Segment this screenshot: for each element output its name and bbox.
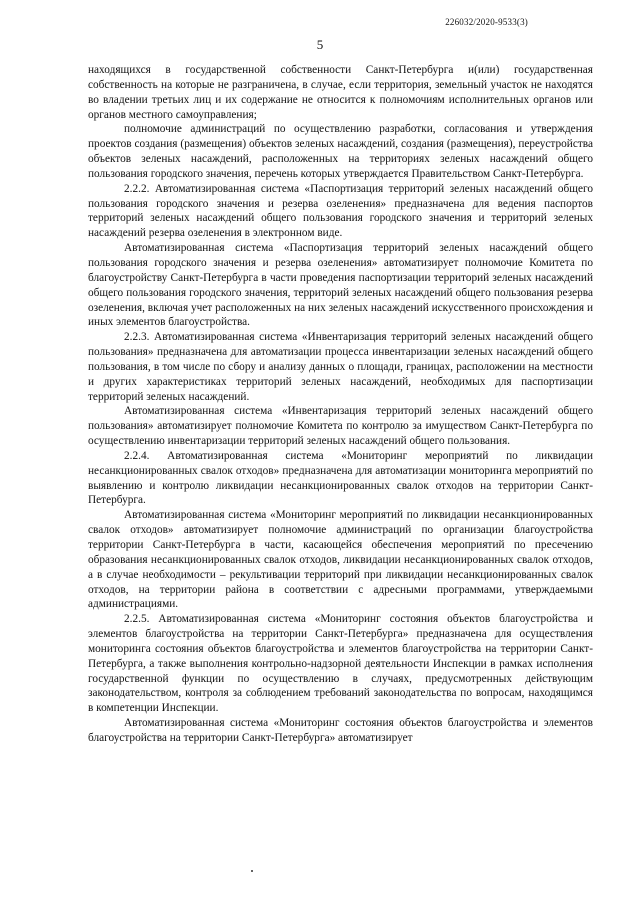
- body-text: [88, 63, 593, 746]
- page-number: 5: [316, 37, 324, 52]
- paragraph: Автоматизированная система «Инвентаризация территорий зеленых насаждений общего пользования» автоматизирует полномочие Комитета по контролю за имуществом Санкт-Петербурга по осуществлению инвентаризации территорий зеленых насаждений общего пользования.: [88, 405, 593, 448]
- paragraph: 2.2.5. Автоматизированная система «Мониторинг состояния объектов благоустройства и элементов благоустройства на территории Санкт-Петербурга» предназначена для осуществления мониторинга состояния объектов благоустройства и элементов благоустройства на территории Санкт-Петербурга, а также выполнения контрольно-надзорной деятельности Инспекции в рамках исполнения государственной функции по осуществлению в случаях, предусмотренных действующим законодательством, контроля за соблюдением требований законодательства по вопросам, находящимся в компетенции Инспекции.: [88, 613, 593, 715]
- scan-speck: [251, 870, 253, 872]
- document-number: 226032/2020-9533(3): [445, 17, 528, 27]
- paragraph: 2.2.3. Автоматизированная система «Инвентаризация территорий зеленых насаждений общего пользования» предназначена для автоматизации процесса инвентаризации зеленых насаждений общего пользования, в том числе по сбору и анализу данных о площади, границах, расположении на местности и других характеристиках территорий зеленых насаждений, необходимых для паспортизации территорий зеленых насаждений.: [88, 331, 593, 403]
- paragraph: Автоматизированная система «Мониторинг мероприятий по ликвидации несанкционированных свалок отходов» автоматизирует полномочие администраций по организации благоустройства территории Санкт-Петербурга в части, касающейся обеспечения мероприятий по пресечению образования несанкционированных свалок отходов, ликвидации несанкционированных свалок отходов, а в случае необходимости – рекультивации территорий при ликвидации несанкционированных свалок отходов, на территории района в соответствии с адресными программами, утверждаемыми администрациями.: [88, 509, 593, 611]
- paragraph: 2.2.4. Автоматизированная система «Мониторинг мероприятий по ликвидации несанкционированных свалок отходов» предназначена для автоматизации мониторинга мероприятий по выявлению и контролю ликвидации несанкционированных свалок отходов на территории Санкт-Петербурга.: [88, 449, 593, 507]
- paragraph: 2.2.2. Автоматизированная система «Паспортизация территорий зеленых насаждений общего пользования городского значения и резерва озеленения» предназначена для ведения паспортов территорий зеленых насаждений общего пользования городского значения и территорий зеленых насаждений резерва озеленения в электронном виде.: [88, 182, 593, 240]
- paragraph: полномочие администраций по осуществлению разработки, согласования и утверждения проектов создания (размещения) объектов зеленых насаждений, создания (размещения), переустройства объектов зеленых насаждений, расположенных на территориях зеленых насаждений общего пользования городского значения, перечень которых утверждается Правительством Санкт-Петербурга.: [88, 123, 593, 180]
- paragraph: Автоматизированная система «Паспортизация территорий зеленых насаждений общего пользования городского значения и резерва озеленения» автоматизирует полномочие Комитета по благоустройству Санкт-Петербурга в части проведения паспортизации территорий зеленых насаждений общего пользования городского значения, территорий зеленых насаждений общего пользования резерва озеленения, включая учет расположенных на них зеленых насаждений искусственного происхождения и иных элементов благоустройства.: [88, 242, 593, 329]
- paragraph: находящихся в государственной собственности Санкт-Петербурга и(или) государственная собственность на которые не разграничена, в случае, если территория, земельный участок не находятся во владении третьих лиц и их содержание не относится к полномочиям исполнительных органов или органов местного самоуправления;: [88, 64, 593, 121]
- paragraph: Автоматизированная система «Мониторинг состояния объектов благоустройства и элементов благоустройства на территории Санкт-Петербурга» автоматизирует: [88, 717, 593, 744]
